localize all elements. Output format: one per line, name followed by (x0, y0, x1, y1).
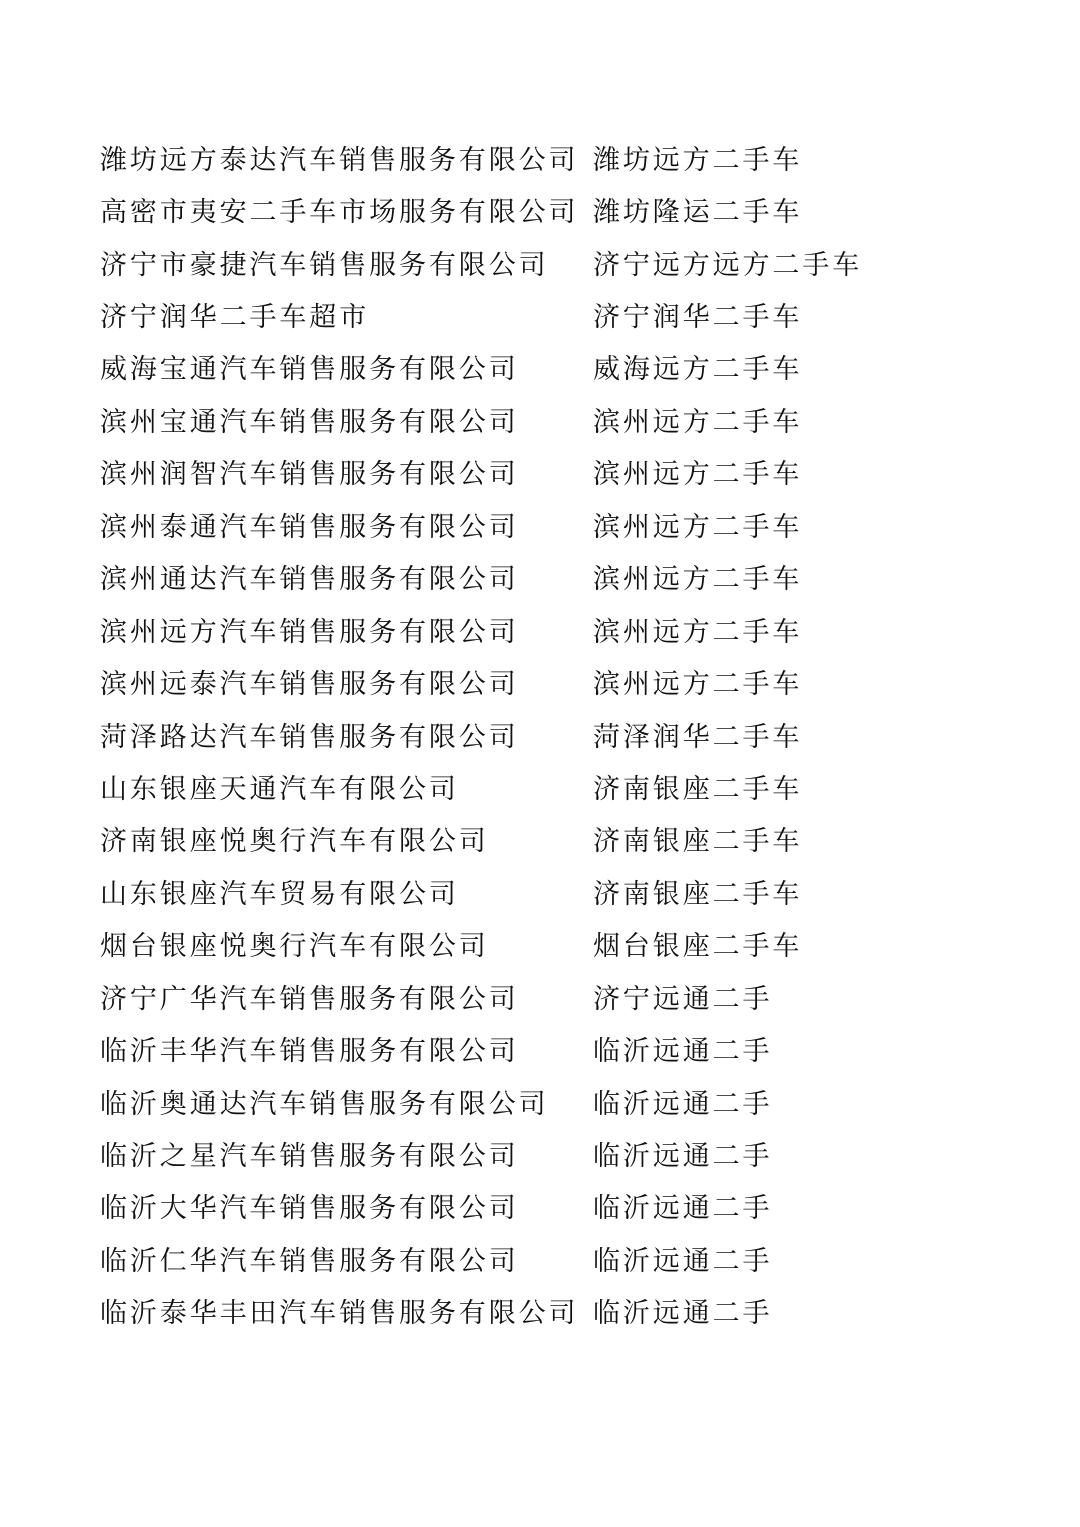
company-name: 山东银座汽车贸易有限公司 (100, 878, 459, 910)
list-item (100, 1232, 1000, 1284)
brand-name: 济宁远方远方二手车 (593, 249, 863, 281)
list-item (100, 1285, 1000, 1337)
list-item (100, 131, 1000, 183)
company-name: 滨州远泰汽车销售服务有限公司 (100, 669, 519, 701)
list-item (100, 865, 1000, 917)
list-item (100, 813, 1000, 865)
brand-name: 滨州远方二手车 (593, 406, 803, 438)
brand-name: 菏泽润华二手车 (593, 721, 803, 753)
company-name: 济宁市豪捷汽车销售服务有限公司 (100, 249, 549, 281)
list-item (100, 393, 1000, 445)
company-name: 济宁润华二手车超市 (100, 302, 370, 334)
list-item (100, 760, 1000, 812)
company-name: 威海宝通汽车销售服务有限公司 (100, 354, 519, 386)
brand-name: 济南银座二手车 (593, 773, 803, 805)
list-item (100, 551, 1000, 603)
brand-name: 济南银座二手车 (593, 878, 803, 910)
company-name: 济宁广华汽车销售服务有限公司 (100, 983, 519, 1015)
brand-name: 潍坊远方二手车 (593, 144, 803, 176)
list-item (100, 1127, 1000, 1179)
list-item (100, 183, 1000, 235)
list-item (100, 970, 1000, 1022)
list-item (100, 708, 1000, 760)
company-name: 临沂泰华丰田汽车销售服务有限公司 (100, 1298, 579, 1330)
list-item (100, 1022, 1000, 1074)
brand-name: 滨州远方二手车 (593, 616, 803, 648)
list-item (100, 236, 1000, 288)
brand-name: 威海远方二手车 (593, 354, 803, 386)
brand-name: 临沂远通二手 (593, 1298, 773, 1330)
company-name: 滨州润智汽车销售服务有限公司 (100, 459, 519, 491)
company-brand-list (100, 131, 1000, 1337)
list-item (100, 341, 1000, 393)
list-item (100, 655, 1000, 707)
list-item (100, 498, 1000, 550)
company-name: 临沂奥通达汽车销售服务有限公司 (100, 1088, 549, 1120)
brand-name: 临沂远通二手 (593, 1141, 773, 1173)
list-item (100, 603, 1000, 655)
list-item (100, 288, 1000, 340)
company-name: 潍坊远方泰达汽车销售服务有限公司 (100, 144, 579, 176)
list-item (100, 1075, 1000, 1127)
company-name: 临沂大华汽车销售服务有限公司 (100, 1193, 519, 1225)
brand-name: 滨州远方二手车 (593, 564, 803, 596)
brand-name: 潍坊隆运二手车 (593, 197, 803, 229)
brand-name: 临沂远通二手 (593, 1088, 773, 1120)
brand-name: 滨州远方二手车 (593, 459, 803, 491)
list-item (100, 1180, 1000, 1232)
brand-name: 济宁润华二手车 (593, 302, 803, 334)
company-name: 临沂仁华汽车销售服务有限公司 (100, 1245, 519, 1277)
brand-name: 临沂远通二手 (593, 1245, 773, 1277)
company-name: 临沂之星汽车销售服务有限公司 (100, 1141, 519, 1173)
brand-name: 烟台银座二手车 (593, 931, 803, 963)
company-name: 济南银座悦奥行汽车有限公司 (100, 826, 489, 858)
company-name: 滨州泰通汽车销售服务有限公司 (100, 511, 519, 543)
company-name: 滨州远方汽车销售服务有限公司 (100, 616, 519, 648)
company-name: 滨州宝通汽车销售服务有限公司 (100, 406, 519, 438)
company-name: 临沂丰华汽车销售服务有限公司 (100, 1036, 519, 1068)
brand-name: 济南银座二手车 (593, 826, 803, 858)
company-name: 高密市夷安二手车市场服务有限公司 (100, 197, 579, 229)
brand-name: 济宁远通二手 (593, 983, 773, 1015)
company-name: 滨州通达汽车销售服务有限公司 (100, 564, 519, 596)
brand-name: 临沂远通二手 (593, 1193, 773, 1225)
brand-name: 临沂远通二手 (593, 1036, 773, 1068)
brand-name: 滨州远方二手车 (593, 669, 803, 701)
company-name: 山东银座天通汽车有限公司 (100, 773, 459, 805)
company-name: 烟台银座悦奥行汽车有限公司 (100, 931, 489, 963)
list-item (100, 446, 1000, 498)
brand-name: 滨州远方二手车 (593, 511, 803, 543)
company-name: 菏泽路达汽车销售服务有限公司 (100, 721, 519, 753)
list-item (100, 918, 1000, 970)
